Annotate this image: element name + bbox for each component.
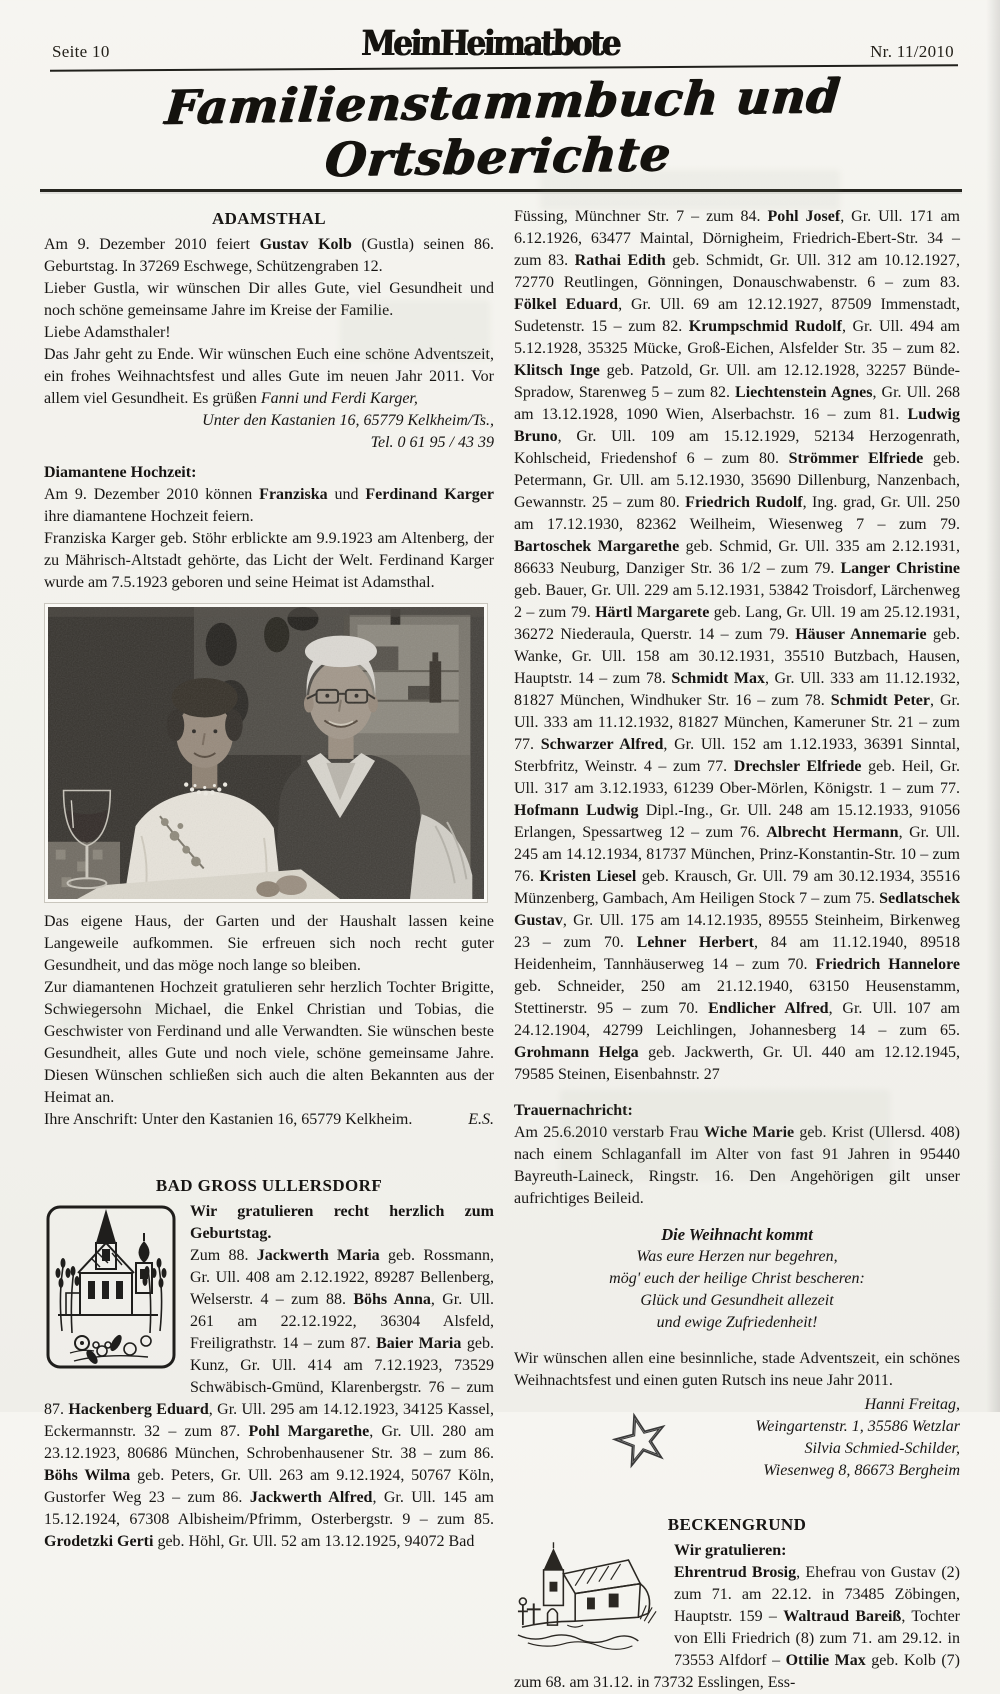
christmas-poem xyxy=(514,1224,960,1334)
bleedthrough-smudge xyxy=(560,1090,890,1180)
paragraph: Das Jahr geht zu Ende. Wir wünschen Euch eine schöne Adventszeit, ein frohes Weihnachtsfest und alles Gute im neuen Jahr 2011. Vor allem viel Gesundheit. Es grüßen Fanni und Ferdi Karger, xyxy=(44,346,494,407)
photo-illustration xyxy=(48,607,484,899)
page-number: Seite 10 xyxy=(52,42,110,61)
wish-paragraph: Wir wünschen allen eine besinnliche, stade Adventszeit, ein schönes Weihnachtsfest und einen guten Rutsch ins neue Jahr 2011. xyxy=(514,1350,960,1389)
bleedthrough-smudge xyxy=(340,300,490,360)
village-church-sketch-icon xyxy=(514,1542,662,1663)
author-initials: E.S. xyxy=(468,1111,494,1128)
address-line: Ihre Anschrift: Unter den Kastanien 16, 65779 Kelkheim. xyxy=(44,1111,413,1128)
beckengrund-section xyxy=(514,1540,960,1694)
newspaper-masthead: MeinHeimatbote xyxy=(360,23,620,65)
ullersdorf-intro: Wir gratulieren recht herzlich zum Geburtstag. xyxy=(190,1203,494,1242)
signature-line: Hanni Freitag, xyxy=(864,1396,960,1413)
paragraph: Am 9. Dezember 2010 feiert Gustav Kolb (Gustla) seinen 86. Geburtstag. In 37269 Eschwege, Schützengraben 12. xyxy=(44,236,495,275)
beckengrund-intro: Wir gratulieren: xyxy=(674,1542,787,1559)
paragraph: Das eigene Haus, der Garten und der Haushalt lassen keine Langeweile aufkommen. Sie erfreuen sich noch recht guter Gesundheit, und das möge noch lange so bleiben. xyxy=(44,913,494,974)
heading-adamsthal: ADAMSTHAL xyxy=(211,209,327,228)
page-header xyxy=(0,0,1000,65)
poem-line: Was eure Herzen nur begehren, xyxy=(636,1248,838,1265)
beckengrund-list: Ehrentrud Brosig, Ehefrau von Gustav (2) zum 71. am 22.12. in 73485 Zöbingen, Hauptstr. 159 – Waltraud Bareiß, Tochter von Elli Friedrich (8) zum 71. am 29.12. in 73553 Alfdorf – Ottilie Max geb. Kolb (7) zum 68. am 31.12. in 73732 Esslingen, Ess- xyxy=(514,1564,961,1691)
greetings-block xyxy=(514,1394,960,1482)
section-headline xyxy=(0,69,1000,189)
issue-number: Nr. 11/2010 xyxy=(870,42,954,61)
heading-diamantene-hochzeit: Diamantene Hochzeit: xyxy=(44,464,197,481)
paragraph: Lieber Gustla, wir wünschen Dir alles Gute, viel Gesundheit und noch schöne gemeinsame Jahre im Kreise der Familie. xyxy=(44,280,494,319)
ullersdorf-section xyxy=(44,1201,494,1553)
paragraph: Am 9. Dezember 2010 können Franziska und Ferdinand Karger ihre diamantene Hochzeit feiern. xyxy=(44,486,494,525)
paragraph: Franziska Karger geb. Stöhr erblickte am 9.9.1923 am Altenberg, der zu Mährisch-Altstadt gehörte, das Licht der Welt. Ferdinand Karger wurde am 7.5.1923 geboren und seine Heimat ist Adamsthal. xyxy=(44,530,494,591)
anniversary-couple-photo xyxy=(44,603,488,903)
left-column xyxy=(44,206,494,1694)
signature-line: Weingartenstr. 1, 35586 Wetzlar xyxy=(755,1418,960,1435)
right-column xyxy=(514,206,960,1694)
poem-line: Glück und Gesundheit allezeit xyxy=(640,1292,834,1309)
two-column-layout xyxy=(0,192,1000,1694)
heading-bad-gross-ullersdorf: BAD GROSS ULLERSDORF xyxy=(155,1176,383,1195)
poem-line: und ewige Zufriedenheit! xyxy=(656,1314,818,1331)
poem-title: Die Weihnacht kommt xyxy=(661,1225,813,1244)
scan-edge-shade xyxy=(986,0,1000,1412)
signature-line: Silvia Schmied-Schilder, xyxy=(804,1440,960,1457)
signature-line: Tel. 0 61 95 / 43 39 xyxy=(370,434,494,451)
signature-line: Wiesenweg 8, 86673 Bergheim xyxy=(763,1462,960,1479)
star-outline-icon xyxy=(610,1408,672,1479)
signature-line: Unter den Kastanien 16, 65779 Kelkheim/Ts., xyxy=(202,412,494,429)
paragraph: Liebe Adamsthaler! xyxy=(44,324,171,341)
heading-trauernachricht: Trauernachricht: xyxy=(514,1102,633,1119)
heading-beckengrund: BECKENGRUND xyxy=(667,1515,807,1534)
birthday-list: Zum 88. Jackwerth Maria geb. Rossmann, Gr. Ull. 408 am 2.12.1922, 89287 Bellenberg, Welserstr. 4 – zum 88. Böhs Anna, Gr. Ull. 261 am 22.12.1922, 36304 Alsfeld, Freiligrathstr. 14 – zum 87. Baier Maria geb. Kunz, Gr. Ull. 414 am 7.12.1923, 73529 Schwäbisch-Gmünd, Klarenbergstr. 76 – zum 87. Hackenberg Eduard, Gr. Ull. 295 am 14.12.1923, 34125 Kassel, Eckermannstr. 32 – zum 87. Pohl Margarethe, Gr. Ull. 280 am 23.12.1923, 80686 München, Schrobenhausener Str. 38 – zum 86. Böhs Wilma geb. Peters, Gr. Ull. 263 am 9.12.1924, 50767 Köln, Gustorfer Weg 23 – zum 86. Jackwerth Alfred, Gr. Ull. 145 am 15.12.1924, 67308 Albisheim/Pfrimm, Osterbergstr. 9 – zum 85. Grodetzki Gerti geb. Höhl, Gr. Ull. 52 am 13.12.1925, 94072 Bad xyxy=(44,1247,495,1550)
bleedthrough-smudge xyxy=(60,1000,180,1030)
church-engraving-icon xyxy=(44,1203,178,1380)
poem-line: mög' euch der heilige Christ bescheren: xyxy=(609,1270,865,1287)
birthday-list-continued: Füssing, Münchner Str. 7 – zum 84. Pohl Josef, Gr. Ull. 171 am 6.12.1926, 63477 Maintal, Dörnigheim, Friedrich-Ebert-Str. 34 – zum 83. Rathai Edith geb. Schmidt, Gr. Ull. 312 am 10.12.1927, 72770 Reutlingen, Gönningen, Donauschwabenstr. 6 – zum 83. Fölkel Eduard, Gr. Ull. 69 am 12.12.1927, 87509 Immenstadt, Sudetenstr. 15 – zum 82. Krumpschmid Rudolf, Gr. Ull. 494 am 5.12.1928, 35325 Mücke, Groß-Eichen, Alsfelder Str. 35 – zum 82. Klitsch Inge geb. Patzold, Gr. Ull. am 12.12.1928, 32257 Bünde-Spradow, Starenweg 5 – zum 82. Liechtenstein Agnes, Gr. Ull. 268 am 13.12.1928, 1090 Wien, Alserbachstr. 16 – zum 81. Ludwig Bruno, Gr. Ull. 109 am 15.12.1929, 52134 Herzogenrath, Kohlscheid, Friedenshof 6 – zum 80. Strömmer Elfriede geb. Petermann, Gr. Ull. am 5.12.1930, 35690 Dillenburg, Nanzenbach, Gewannstr. 25 – zum 80. Friedrich Rudolf, Ing. grad, Gr. Ull. 250 am 17.12.1930, 82362 Weilheim, Wiesenweg 7 – zum 79. Bartoschek Margarethe geb. Schmid, Gr. Ull. 335 am 2.12.1931, 86633 Neuburg, Danziger Str. 36 1/2 – zum 79. Langer Christine geb. Bauer, Gr. Ull. 229 am 5.12.1931, 53842 Troisdorf, Lärchenweg 2 – zum 79. Härtl Margarete geb. Lang, Gr. Ull. 19 am 25.12.1931, 36272 Niederaula, Querstr. 14 – zum 79. Häuser Annemarie geb. Wanke, Gr. Ull. 158 am 30.12.1931, 35510 Butzbach, Hausen, Hauptstr. 14 – zum 78. Schmidt Max, Gr. Ull. 333 am 11.12.1932, 81827 München, Windhuker Str. 16 – zum 78. Schmidt Peter, Gr. Ull. 333 am 11.12.1932, 81827 München, Kameruner Str. 21 – zum 77. Schwarzer Alfred, Gr. Ull. 152 am 1.12.1933, 36391 Sinntal, Sterbfritz, Weinstr. 4 – zum 77. Drechsler Elfriede geb. Heil, Gr. Ull. 317 am 3.12.1933, 61239 Ober-Mörlen, Königstr. 1 – zum 77. Hofmann Ludwig Dipl.-Ing., Gr. Ull. 248 am 15.12.1933, 91056 Erlangen, Spessartweg 12 – zum 76. Albrecht Hermann, Gr. Ull. 245 am 14.12.1934, 81737 München, Prinz-Konstantin-Str. 10 – zum 76. Kristen Liesel geb. Krausch, Gr. Ull. 79 am 30.12.1934, 35516 Münzenberg, Gambach, Am Heiligen Stock 7 – zum 75. Sedlatschek Gustav, Gr. Ull. 175 am 14.12.1935, 89555 Steinheim, Birkenweg 23 – zum 70. Lehner Herbert, 84 am 11.12.1940, 89518 Heidenheim, Tannhäuserweg 14 – zum 70. Friedrich Hannelore geb. Schneider, 250 am 21.12.1940, 63150 Heusenstamm, Stettinerstr. 95 – zum 70. Endlicher Alfred, Gr. Ull. 107 am 24.12.1904, 42799 Leichlingen, Johannesberg 14 – zum 65. Grohmann Helga geb. Jackwerth, Gr. Ul. 440 am 12.12.1945, 79585 Steinen, Eisenbahnstr. 27 xyxy=(514,208,961,1083)
paragraph: Zur diamantenen Hochzeit gratulieren sehr herzlich Tochter Brigitte, Schwiegersohn Michael, die Enkel Christian und Tobias, die Geschwister von Ferdinand und alle Verwandten. Sie wünschen beste Gesundheit, alles Gute und noch viele, schöne gemeinsame Jahre. Diesen Wünschen schließen sich auch die alten Bekannten aus der Heimat an. xyxy=(44,979,494,1106)
headline-script-text: Familienstammbuch und Ortsberichte xyxy=(162,69,843,189)
obituary-paragraph: Am 25.6.2010 verstarb Frau Wiche Marie geb. Krist (Ullersd. 408) nach einem Schlaganfall im Alter von fast 91 Jahren in 95440 Bayreuth-Laineck, Ringstr. 16. Den Angehörigen gilt unser aufrichtiges Beileid. xyxy=(514,1124,961,1207)
